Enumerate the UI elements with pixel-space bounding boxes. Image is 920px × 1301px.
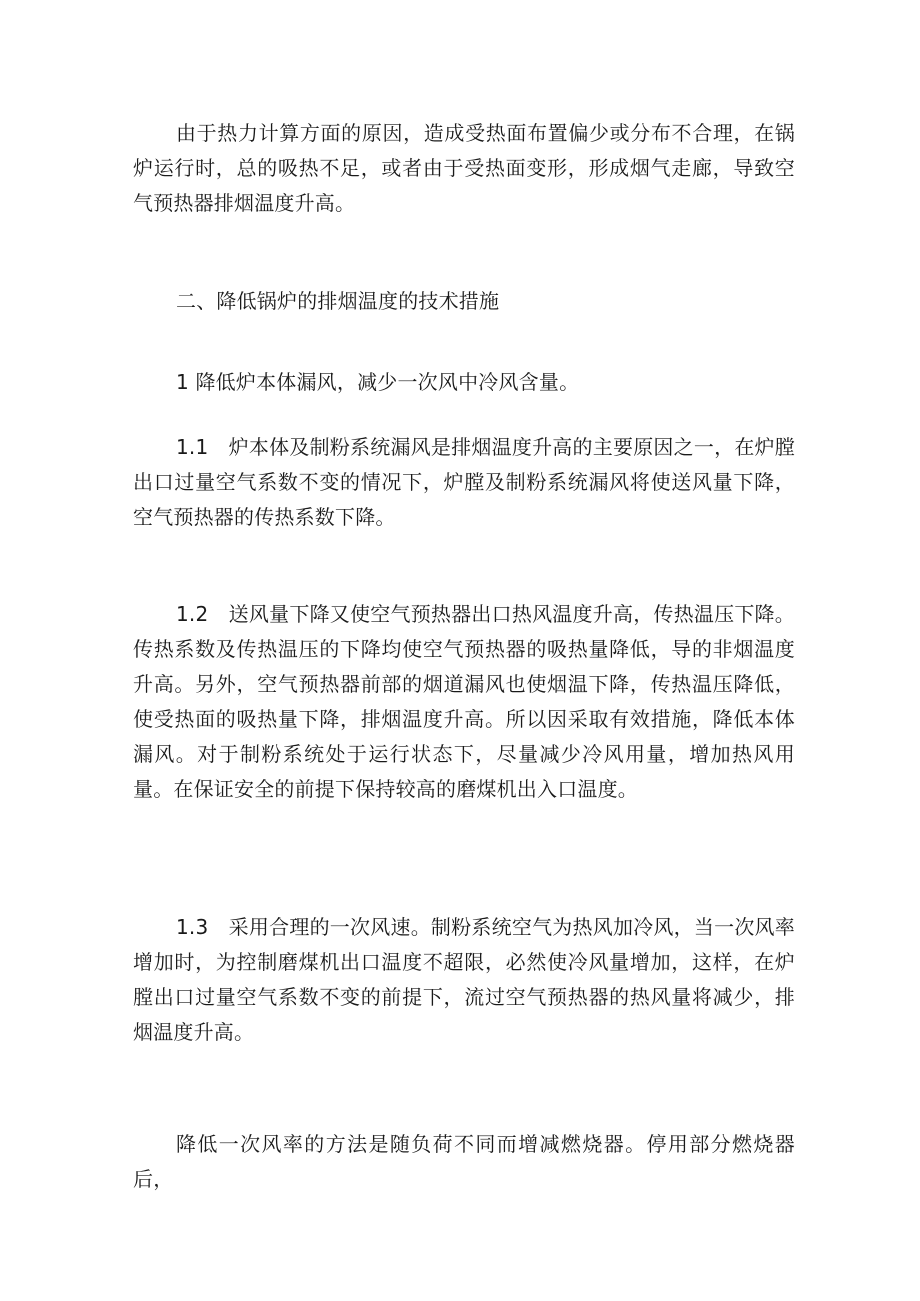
section-heading: 二、降低锅炉的排烟温度的技术措施	[176, 289, 500, 313]
body-paragraph: 1.2 送风量下降又使空气预热器出口热风温度升高，传热温压下降。传热系数及传热温压的下降均使空气预热器的吸热量降低，导的非烟温度升高。另外，空气预热器前部的烟道漏风也使烟温下降，传热温压降低，使受热面的吸热量下降，排烟温度升高。所以因采取有效措施，降低本体漏风。对于制粉系统处于运行状态下，尽量减少冷风用量，增加热风用量。在保证安全的前提下保持较高的磨煤机出入口温度。	[133, 602, 795, 801]
subsection-heading: 1 降低炉本体漏风，减少一次风中冷风含量。	[176, 370, 580, 394]
body-paragraph: 由于热力计算方面的原因，造成受热面布置偏少或分布不合理，在锅炉运行时，总的吸热不足，或者由于受热面变形，形成烟气走廊，导致空气预热器排烟温度升高。	[133, 121, 795, 215]
body-paragraph: 1.1 炉本体及制粉系统漏风是排烟温度升高的主要原因之一，在炉膛出口过量空气系数不变的情况下，炉膛及制粉系统漏风将使送风量下降，空气预热器的传热系数下降。	[133, 435, 795, 529]
body-paragraph: 1.3 采用合理的一次风速。制粉系统空气为热风加冷风，当一次风率增加时，为控制磨煤机出口温度不超限，必然使冷风量增加，这样，在炉膛出口过量空气系数不变的前提下，流过空气预热器的热风量将减少，排烟温度升高。	[133, 915, 795, 1044]
body-paragraph: 降低一次风率的方法是随负荷不同而增减燃烧器。停用部分燃烧器后，	[133, 1132, 795, 1191]
